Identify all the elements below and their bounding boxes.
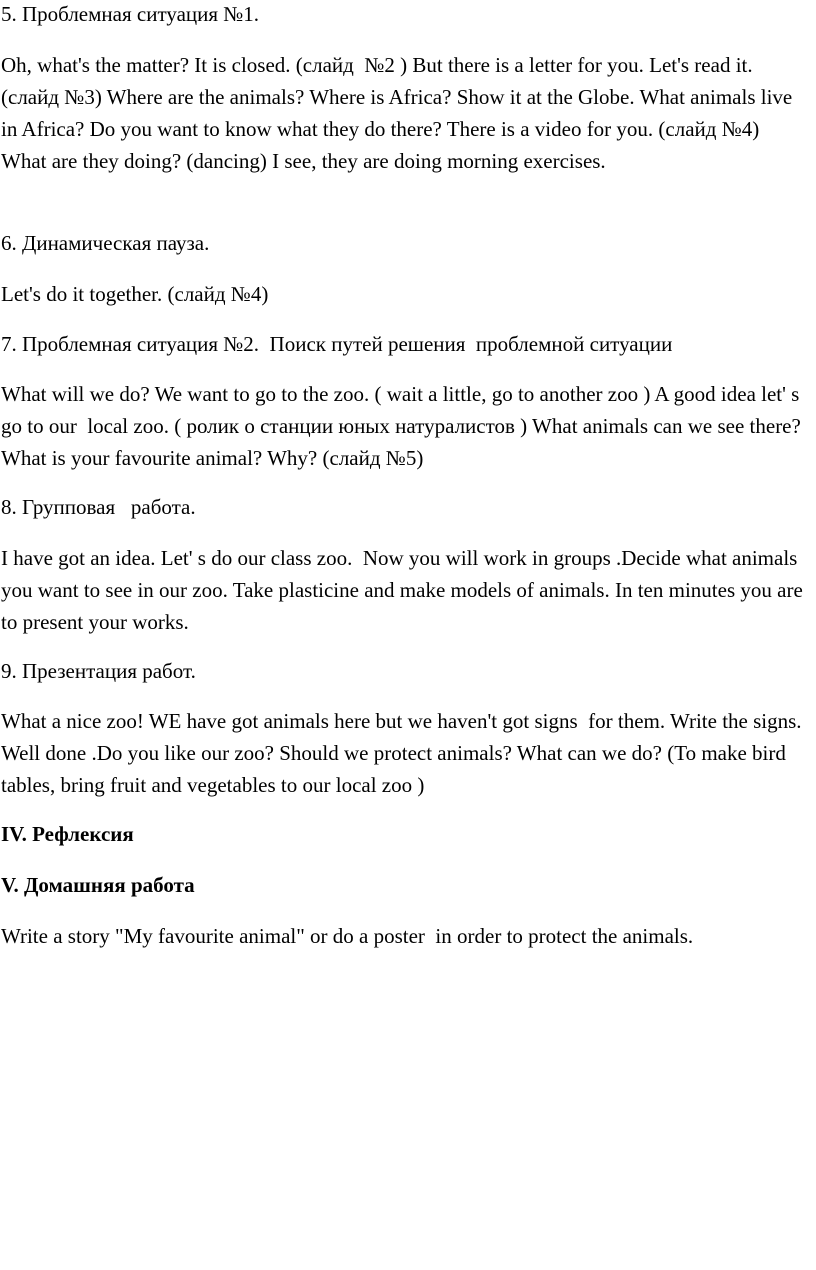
section-8-heading: 8. Групповая работа. [1, 495, 196, 519]
section-5-body: Oh, what's the matter? It is closed. (слайд №2 ) But there is a letter for you. Let's read it. (слайд №3) Where are the animals? Where is Africa? Show it at the Globe. What animals live in Africa? Do you want to know what they do there? There is a video for you. (слайд №4) What are they doing? (dancing) I see, they are doing morning exercises. [1, 53, 798, 173]
section-7-heading: 7. Проблемная ситуация №2. Поиск путей решения проблемной ситуации [1, 332, 673, 356]
section-7-body: What will we do? We want to go to the zoo. ( wait a little, go to another zoo ) A good idea let' s go to our local zoo. ( ролик о станции юных натуралистов ) What animals can we see there? What is your favourite animal? Why? (слайд №5) [1, 382, 806, 470]
section-8-body: I have got an idea. Let' s do our class zoo. Now you will work in groups .Decide what animals you want to see in our zoo. Take plasticine and make models of animals. In ten minutes you are to present your works. [1, 546, 809, 634]
section-iv-heading: IV. Рефлексия [1, 822, 134, 846]
section-6-body: Let's do it together. (слайд №4) [1, 282, 269, 306]
section-v-body: Write a story "My favourite animal" or do a poster in order to protect the animals. [1, 924, 694, 948]
section-9-heading: 9. Презентация работ. [1, 659, 196, 683]
section-v-heading: V. Домашняя работа [1, 873, 195, 897]
section-5-heading: 5. Проблемная ситуация №1. [1, 2, 260, 26]
section-6-heading: 6. Динамическая пауза. [1, 231, 210, 255]
section-9-body: What a nice zoo! WE have got animals here but we haven't got signs for them. Write the signs. Well done .Do you like our zoo? Should we protect animals? What can we do? (To make bird tables, bring fruit and vegetables to our local zoo ) [1, 709, 807, 797]
